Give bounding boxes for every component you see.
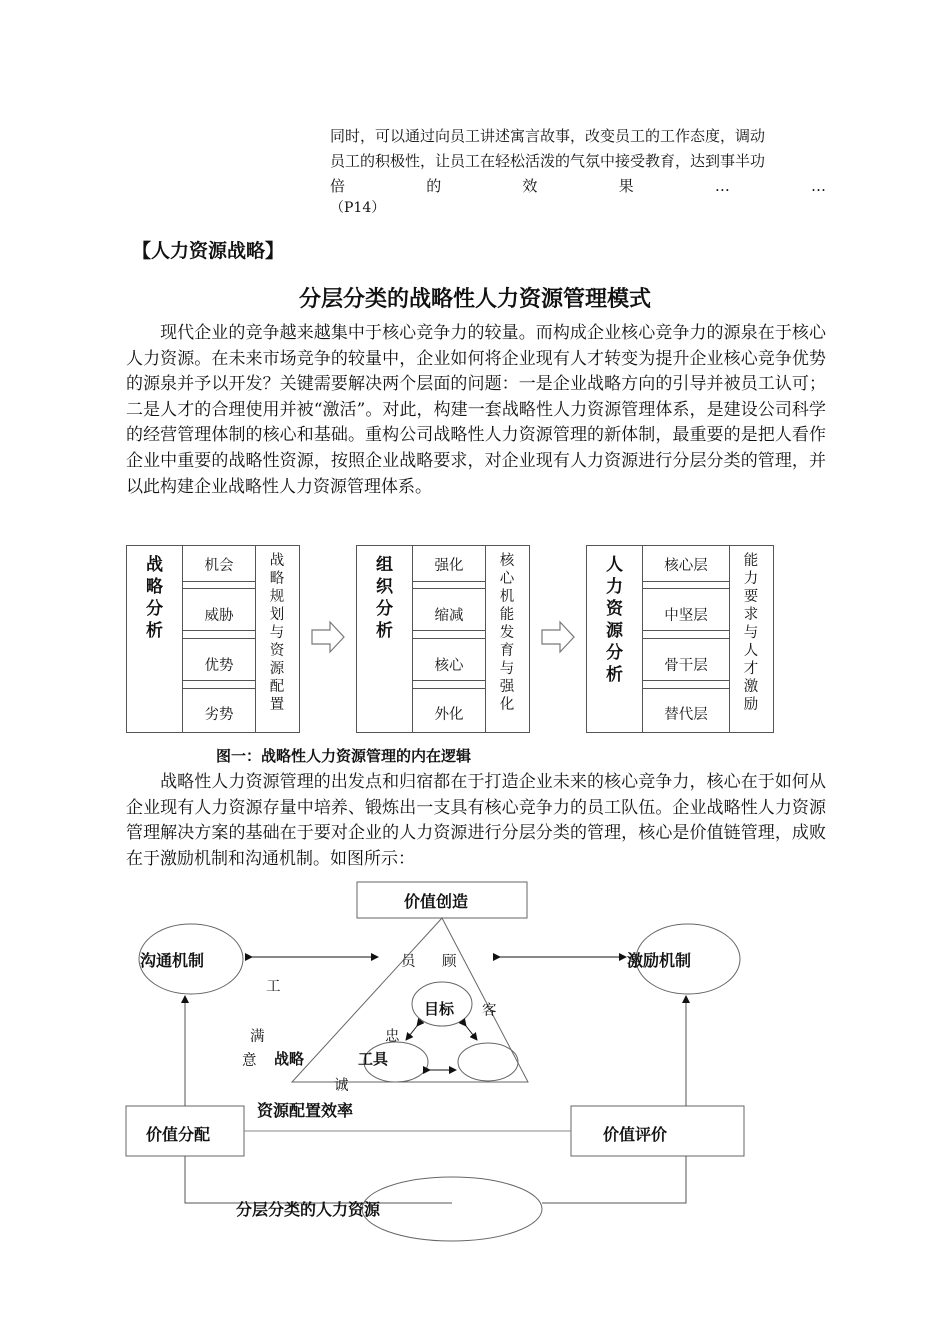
block-tail: 能力要求与人才激励 — [729, 546, 772, 732]
value-distribution-label: 价值分配 — [146, 1125, 211, 1144]
loop-line — [542, 1156, 686, 1203]
block-head: 组织分析 — [357, 546, 413, 732]
article-title: 分层分类的战略性人力资源管理模式 — [298, 287, 651, 312]
page-reference: （P14） — [330, 200, 386, 216]
strategy-label: 战略 — [274, 1050, 305, 1068]
quote-word: 果 — [618, 177, 634, 195]
loyalty-char: 客 — [482, 1003, 497, 1019]
block-cell: 外化 — [434, 707, 464, 723]
block-cell: 机会 — [204, 558, 234, 574]
quote-word: … — [811, 177, 826, 195]
satisfaction-char: 意 — [242, 1053, 257, 1069]
loyalty-char: 诚 — [334, 1078, 349, 1094]
quote-word: 倍 — [330, 177, 346, 195]
communication-label: 沟通机制 — [140, 951, 205, 970]
paragraph-2-text: 战略性人力资源管理的出发点和归宿都在于打造企业未来的核心竞争力，核心在于如何从企业现有人力资源存量中培养、锻炼出一支具有核心竞争力的员工队伍。企业战略性人力资源管理解决方案的基础在于要对企业的人力资源进行分层分类的管理，核心是价值链管理，成败在于激励机制和沟通机制。如图所示： — [126, 772, 826, 869]
block-head: 战略分析 — [127, 546, 183, 732]
loyalty-char: 顾 — [442, 954, 457, 970]
value-creation-label: 价值创造 — [404, 892, 469, 911]
block-cell: 核心 — [434, 658, 464, 674]
block-tail: 核心机能发育与强化 — [485, 546, 528, 732]
loop-line — [185, 1156, 452, 1203]
goal-label: 目标 — [424, 1000, 455, 1018]
paragraph-1-text: 现代企业的竞争越来越集中于核心竞争力的较量。而构成企业核心竞争力的源泉在于核心人力资源。在未来市场竞争的较量中，企业如何将企业现有人才转变为提升企业核心竞争优势的源泉并予以开发？关键需要解决两个层面的问题：一是企业战略方向的引导并被员工认可；二是人才的合理使用并被“激活”。对此，构建一套战略性人力资源管理体系，是建设公司科学的经营管理体制的核心和基础。重构公司战略性人力资源管理的新体制，最重要的是把人看作企业中重要的战略性资源，按照企业战略要求，对企业现有人力资源进行分层分类的管理，并以此构建企业战略性人力资源管理体系。 — [126, 323, 826, 497]
satisfaction-char: 满 — [250, 1029, 265, 1045]
section-heading: 【人力资源战略】 — [132, 240, 285, 262]
quote-word: … — [714, 177, 730, 195]
block-cell: 优势 — [204, 658, 234, 674]
resource-efficiency-label: 资源配置效率 — [257, 1101, 354, 1120]
quote-word: 的 — [426, 177, 442, 195]
block-tail: 战略规划与资源配置 — [255, 546, 298, 732]
quote-line-1: 同时，可以通过向员工讲述寓言故事，改变员工的工作态度，调动 — [330, 127, 766, 145]
value-evaluation-label: 价值评价 — [603, 1125, 668, 1144]
quote-line-2: 员工的积极性，让员工在轻松活泼的气氛中接受教育，达到事半功 — [330, 152, 766, 170]
block-cell: 缩减 — [434, 608, 464, 624]
hr-ellipse — [362, 1177, 542, 1241]
block-cell: 劣势 — [204, 707, 234, 723]
layered-hr-label: 分层分类的人力资源 — [236, 1200, 381, 1219]
tool-ellipse — [458, 1043, 518, 1081]
block-cell: 中坚层 — [664, 608, 708, 624]
loyalty-char: 忠 — [385, 1029, 400, 1045]
double-arrow — [466, 1026, 477, 1040]
block-cell: 核心层 — [664, 558, 708, 574]
block-head: 人力资源分析 — [587, 546, 643, 732]
block-cell: 骨干层 — [664, 658, 708, 674]
figure-1-caption: 图一：战略性人力资源管理的内在逻辑 — [216, 747, 472, 765]
incentive-label: 激励机制 — [627, 951, 692, 970]
block-cell: 强化 — [434, 558, 464, 574]
block-cell: 替代层 — [664, 707, 708, 723]
tool-label: 工具 — [358, 1050, 389, 1068]
quote-word: 效 — [522, 177, 538, 195]
double-arrow — [406, 1026, 417, 1040]
loyalty-char: 员 — [401, 954, 416, 970]
satisfaction-char: 工 — [266, 979, 281, 995]
block-cell: 威胁 — [204, 608, 234, 624]
